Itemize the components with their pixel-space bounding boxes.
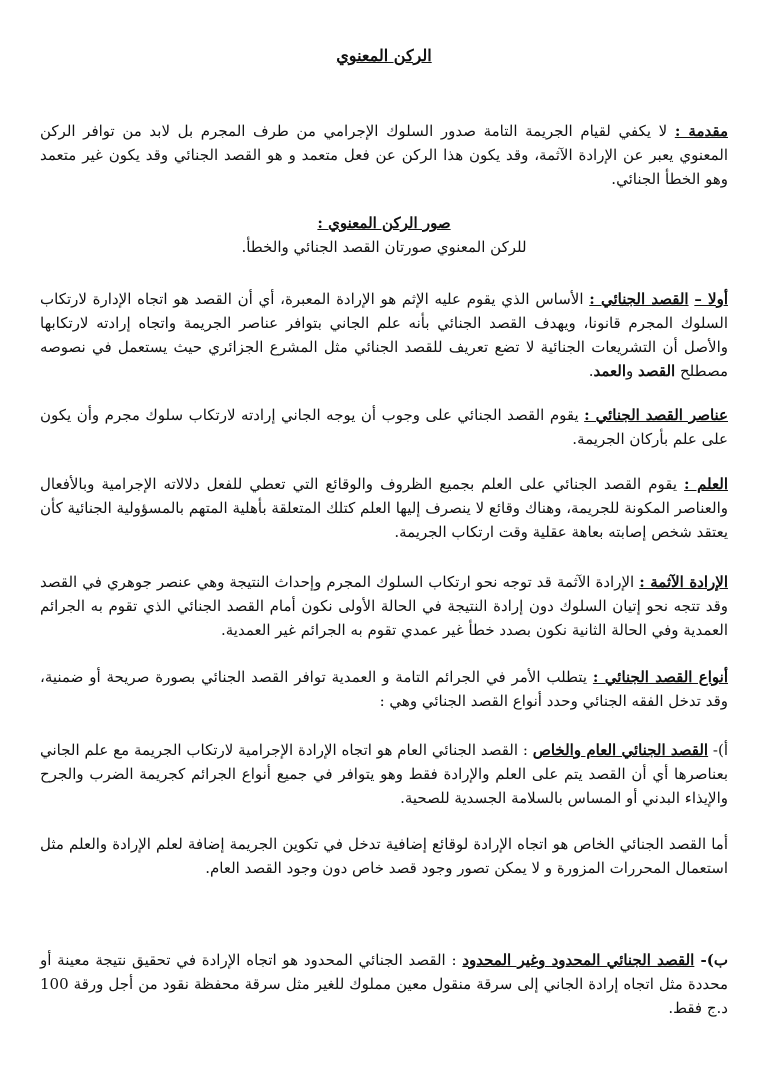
knowledge-text: يقوم القصد الجنائي على العلم بجميع الظروف والوقائع التي تعطي للفعل دلالاته الإجرامية وبالأفعال والعناصر المكونة للجريمة، وهناك وقائع لا ينصرف إليها العلم كتلك المتعلقة بأهلية المتهم بالمسؤولية الجنائية كأن يعتقد شخص إصابته بعاهة عقلية وقت ارتكاب الجريمة. [40, 475, 728, 541]
forms-paragraph [40, 211, 728, 259]
first-paragraph [40, 287, 728, 383]
first-term-qasd: القصد [638, 362, 676, 380]
elements-paragraph [40, 403, 728, 451]
types-paragraph [40, 665, 728, 713]
elements-heading: عناصر القصد الجنائي : [584, 406, 728, 424]
intro-paragraph [40, 119, 728, 191]
first-heading: القصد الجنائي : [589, 290, 689, 308]
limited-prefix: ب)- [694, 951, 729, 969]
knowledge-paragraph [40, 472, 728, 544]
will-paragraph [40, 570, 728, 642]
general-text: : القصد الجنائي العام هو اتجاه الإرادة الإجرامية لارتكاب الجريمة مع علم الجاني بعناصرها أي أن القصد يتم على العلم والإرادة فقط وهو يتوافر في جميع أنواع الجرائم كجريمة الضرب والجرح والإيذاء البدني أو المساس بالسلامة الجسدية للصحية. [40, 741, 728, 807]
intro-text: لا يكفي لقيام الجريمة التامة صدور السلوك الإجرامي من طرف المجرم بل لابد من توافر الركن المعنوي يعبر عن الإرادة الآثمة، وقد يكون هذا الركن عن فعل متعمد و هو القصد الجنائي وقد يكون غير متعمد وهو الخطأ الجنائي. [40, 122, 728, 188]
first-conj: و [626, 362, 639, 380]
special-paragraph [40, 832, 728, 880]
knowledge-heading: العلم : [684, 475, 728, 493]
intro-heading: مقدمة : [674, 122, 728, 140]
forms-heading: صور الركن المعنوي : [317, 214, 451, 232]
limited-heading: القصد الجنائي المحدود وغير المحدود [462, 951, 695, 969]
special-text: أما القصد الجنائي الخاص هو اتجاه الإرادة لوقائع إضافية تدخل في تكوين الجريمة إضافة لعلم الإرادة والعلم مثل استعمال المحررات المزورة و لا يمكن تصور وجود قصد خاص دون وجود القصد العام. [40, 835, 728, 877]
first-term-amd: العمد [593, 362, 626, 380]
first-text: الأساس الذي يقوم عليه الإثم هو الإرادة المعبرة، أي أن القصد هو اتجاه الإدارة لارتكاب السلوك المجرم قانونا، ويهدف القصد الجنائي بأنه علم الجاني بتوافر عناصر الجريمة واتجاه إرادته لارتكابها والأصل أن التشريعات الجنائية لا تضع تعريف للقصد الجنائي مثل المشرع الجزائري حيث يستعمل في نصوصه مصطلح [40, 290, 728, 380]
first-end: . [588, 362, 594, 380]
general-paragraph [40, 738, 728, 810]
will-text: الإرادة الآثمة قد توجه نحو ارتكاب السلوك المجرم وإحداث النتيجة وهي عنصر جوهري في القصد وقد تتجه نحو إتيان السلوك دون إرادة النتيجة في الحالة الأولى نكون أمام القصد الجنائي الذي تقوم به الجرائم العمدية وفي الحالة الثانية نكون بصدد خطأ غير عمدي تقوم به الجرائم غير العمدية. [40, 573, 728, 639]
page-title: الركن المعنوي [336, 46, 432, 65]
forms-text: للركن المعنوي صورتان القصد الجنائي والخطأ. [241, 238, 527, 256]
elements-text: يقوم القصد الجنائي على وجوب أن يوجه الجاني إرادته لارتكاب سلوك مجرم وأن يكون على علم بأركان الجريمة. [40, 406, 728, 448]
first-prefix: أولا – [694, 290, 728, 308]
limited-paragraph [40, 948, 728, 1020]
types-heading: أنواع القصد الجنائي : [592, 668, 728, 686]
general-prefix: أ)- [708, 741, 729, 759]
will-heading: الإرادة الآثمة : [639, 573, 728, 591]
types-text: يتطلب الأمر في الجرائم التامة و العمدية توافر القصد الجنائي بصورة صريحة أو ضمنية، وقد تدخل الفقه الجنائي وحدد أنواع القصد الجنائي وهي : [40, 668, 728, 710]
limited-text: : القصد الجنائي المحدود هو اتجاه الإرادة في تحقيق نتيجة معينة أو محددة مثل اتجاه إرادة الجاني إلى سرقة منقول معين مملوك للغير مثل سرقة محفظة نقود من أجل ورقة 100 د.ج فقط. [40, 951, 728, 1017]
general-heading: القصد الجنائي العام والخاص [532, 741, 709, 759]
